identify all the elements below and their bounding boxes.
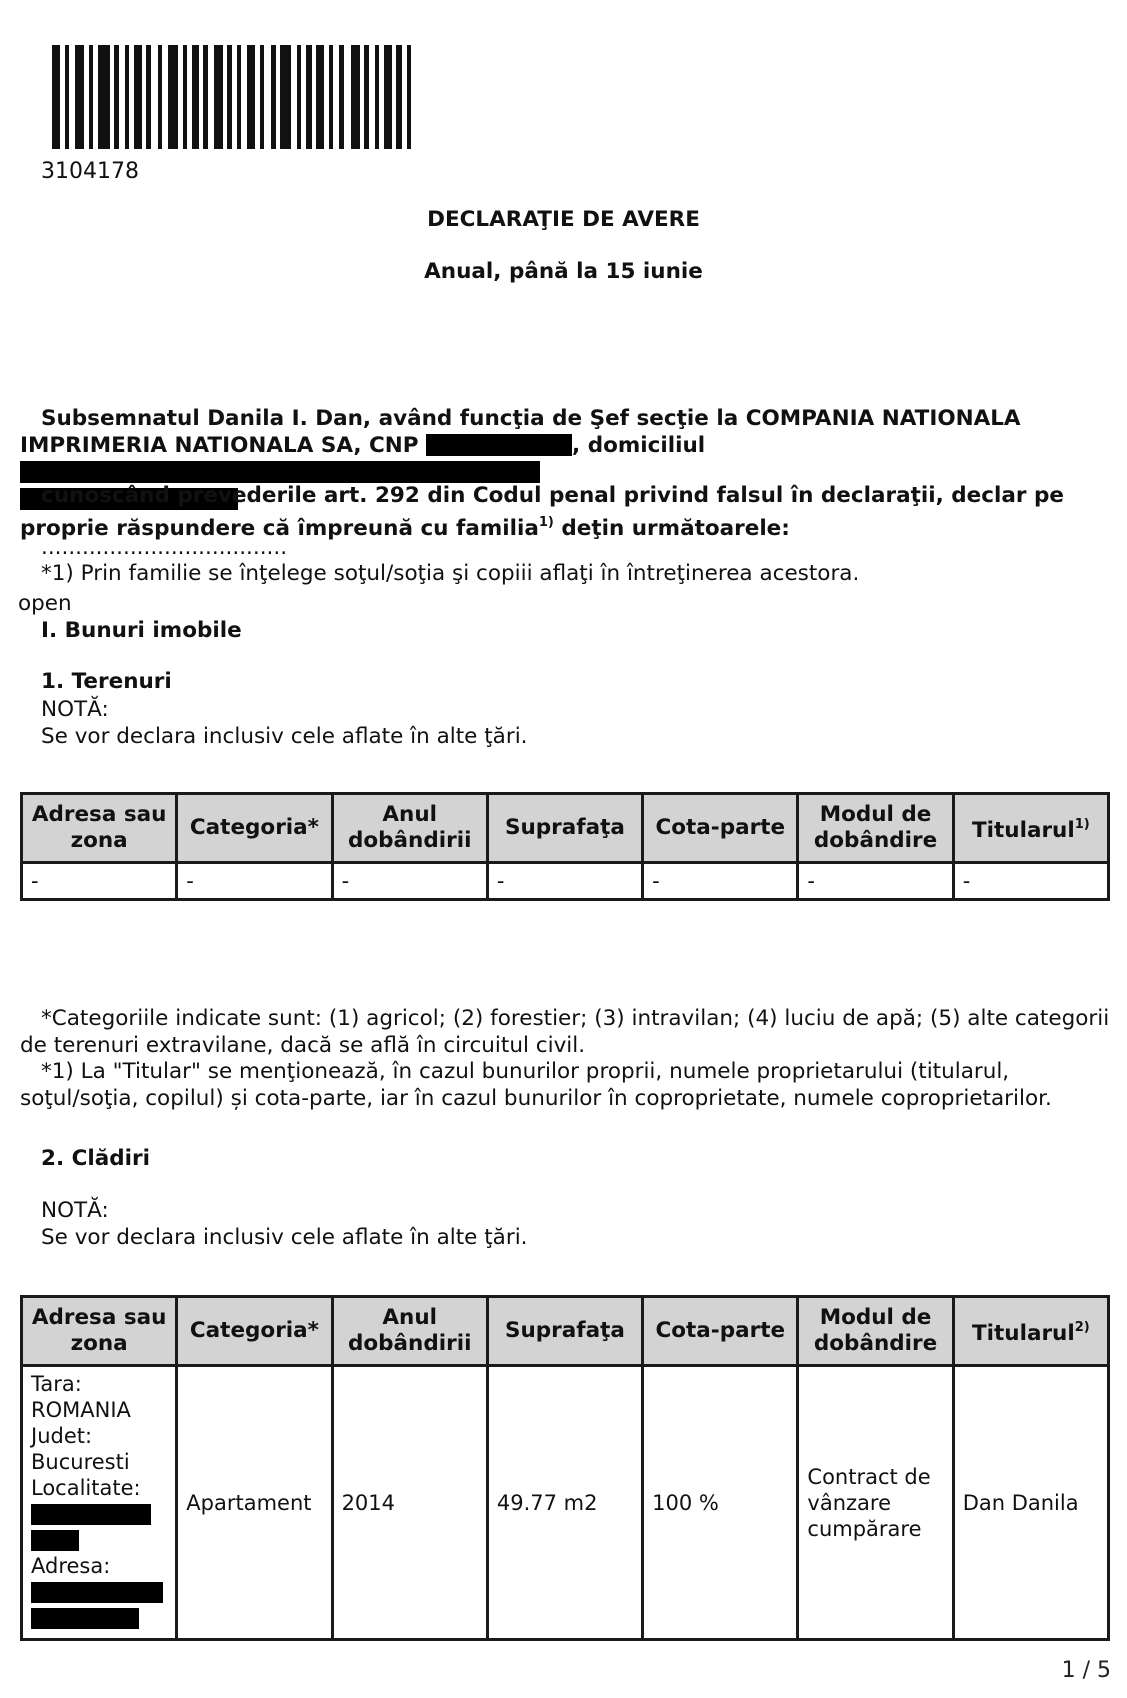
cell-categoria: -	[177, 863, 332, 900]
table-header-row	[22, 794, 1109, 863]
col-header-titular	[953, 1297, 1108, 1366]
cladiri-table	[20, 1295, 1110, 1641]
intro-text-1: Subsemnatul Danila I. Dan, având funcţia de Şef secţie la COMPANIA NATIONALA IMPRIMERIA NATIONALA SA, CNP	[20, 406, 1021, 458]
tara-value: ROMANIA	[31, 1398, 131, 1422]
redacted-adresa-cont	[31, 1608, 139, 1629]
titular-label: Titularul	[971, 1321, 1075, 1346]
col-header-modul: Modul de dobândire	[798, 1297, 953, 1366]
col-header-cota: Cota-parte	[643, 1297, 798, 1366]
terenuri-table	[20, 792, 1110, 901]
subsection-heading-cladiri: 2. Clădiri	[41, 1146, 151, 1171]
document-title: DECLARAŢIE DE AVERE	[427, 207, 700, 232]
nota-text-2: Se vor declara inclusiv cele aflate în alte ţări.	[41, 1225, 528, 1250]
col-header-modul: Modul de dobândire	[798, 794, 953, 863]
cell-anul: -	[332, 863, 487, 900]
judet-value: Bucuresti	[31, 1450, 130, 1474]
redacted-localitate	[31, 1504, 151, 1525]
titular-footnote-mark: 1)	[1074, 817, 1090, 832]
col-header-anul: Anul dobândirii	[332, 794, 487, 863]
cell-cota: 100 %	[643, 1366, 798, 1640]
cell-titular: -	[953, 863, 1108, 900]
titular-note: *1) La "Titular" se menţionează, în cazul bunurilor proprii, numele proprietarului (titularul, soţul/soţia, copilul) și cota-parte, iar în cazul bunurilor în coproprietate, numele coproprietarilor.	[20, 1059, 1052, 1111]
redacted-localitate-cont	[31, 1530, 79, 1551]
footnote-mark: 1)	[538, 515, 554, 530]
barcode	[52, 45, 612, 149]
dotted-line: ....................................	[41, 535, 288, 560]
col-header-suprafata: Suprafaţa	[487, 1297, 642, 1366]
document-subtitle: Anual, până la 15 iunie	[424, 259, 703, 284]
col-header-adresa: Adresa sau zona	[22, 794, 177, 863]
page-indicator: 1 / 5	[1061, 1658, 1111, 1683]
categories-note: *Categoriile indicate sunt: (1) agricol; (2) forestier; (3) intravilan; (4) luciu de apă; (5) alte categorii de terenuri extravilane, dacă se află în circuitul civil.	[20, 1006, 1110, 1058]
nota-text-1: Se vor declara inclusiv cele aflate în alte ţări.	[41, 724, 528, 749]
tara-label: Tara:	[31, 1372, 82, 1396]
cell-categoria: Apartament	[177, 1366, 332, 1640]
redacted-address	[20, 461, 540, 483]
cell-modul: -	[798, 863, 953, 900]
cell-suprafata: 49.77 m2	[487, 1366, 642, 1640]
subsection-heading-terenuri: 1. Terenuri	[41, 669, 172, 694]
adresa-label: Adresa:	[31, 1554, 111, 1578]
intro-text-2: , domiciliul	[572, 433, 706, 458]
col-header-adresa: Adresa sau zona	[22, 1297, 177, 1366]
col-header-categoria: Categoria*	[177, 1297, 332, 1366]
col-header-cota: Cota-parte	[643, 794, 798, 863]
col-header-titular	[953, 794, 1108, 863]
nota-label-2: NOTĂ:	[41, 1198, 109, 1223]
declaration-paragraph	[20, 482, 1110, 542]
judet-label: Judet:	[31, 1424, 93, 1448]
col-header-categoria: Categoria*	[177, 794, 332, 863]
declaration-text-end: deţin următoarele:	[553, 516, 790, 541]
table-row	[22, 1366, 1109, 1640]
cell-anul: 2014	[332, 1366, 487, 1640]
nota-label-1: NOTĂ:	[41, 697, 109, 722]
declaration-text: cunoscând prevederile art. 292 din Codul penal privind falsul în declaraţii, declar pe proprie răspundere că împreună cu familia	[20, 483, 1064, 541]
col-header-anul: Anul dobândirii	[332, 1297, 487, 1366]
table-row	[22, 863, 1109, 900]
titular-footnote-mark: 2)	[1074, 1320, 1090, 1335]
cell-adresa: -	[22, 863, 177, 900]
document-number: 3104178	[41, 159, 139, 184]
redacted-adresa	[31, 1582, 163, 1603]
titular-label: Titularul	[971, 818, 1075, 843]
cell-adresa	[22, 1366, 177, 1640]
cell-cota: -	[643, 863, 798, 900]
family-footnote: *1) Prin familie se înţelege soţul/soţia şi copiii aflaţi în întreţinerea acestora.	[41, 561, 860, 586]
redacted-cnp	[426, 434, 572, 456]
section-heading-imobile: I. Bunuri imobile	[41, 618, 242, 643]
table-header-row	[22, 1297, 1109, 1366]
col-header-suprafata: Suprafaţa	[487, 794, 642, 863]
cell-modul: Contract de vânzare cumpărare	[798, 1366, 953, 1640]
open-label: open	[18, 591, 72, 616]
localitate-label: Localitate:	[31, 1476, 141, 1500]
cell-suprafata: -	[487, 863, 642, 900]
cell-titular: Dan Danila	[953, 1366, 1108, 1640]
